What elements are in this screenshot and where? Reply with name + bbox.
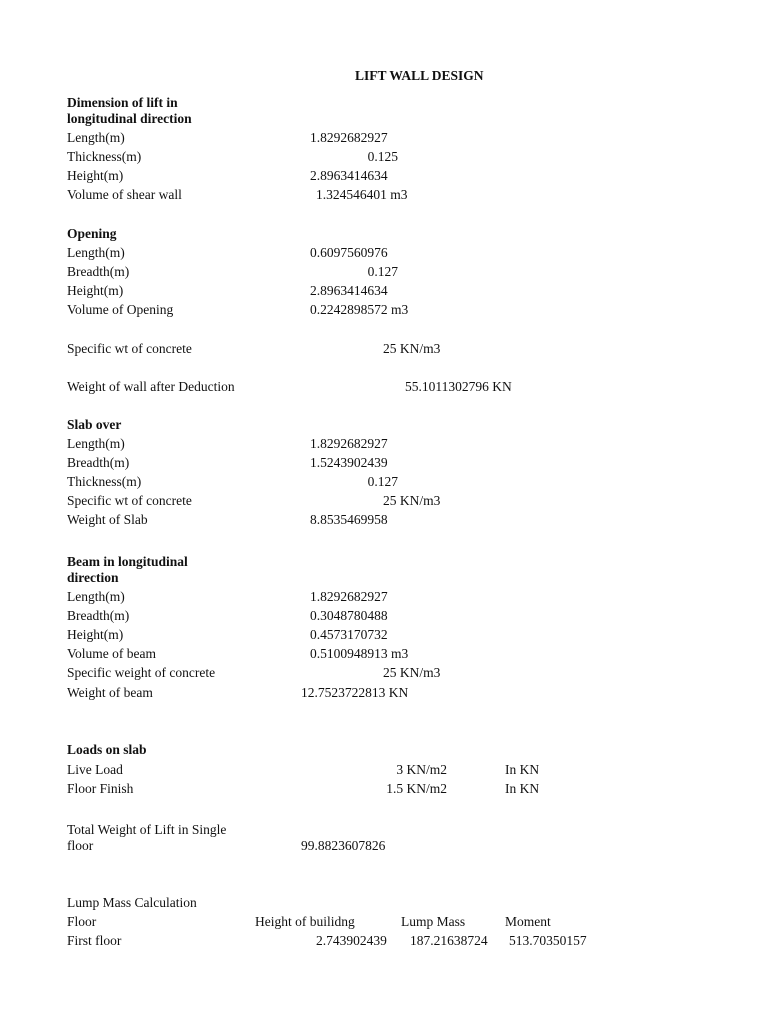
lump-row-mass: 187.21638724 <box>410 933 488 948</box>
lump-col-floor: Floor <box>67 914 97 929</box>
beam-length-label: Length(m) <box>67 589 125 604</box>
loads-heading: Loads on slab <box>67 742 147 757</box>
slab-breadth-value: 1.5243902439 <box>310 455 388 470</box>
slab-specific-label: Specific wt of concrete <box>67 493 192 508</box>
beam-heading-line2: direction <box>67 570 119 585</box>
wall-thickness-label: Thickness(m) <box>67 149 142 164</box>
wall-height-value: 2.8963414634 <box>310 168 388 183</box>
wall-heading-line2: longitudinal direction <box>67 111 192 126</box>
slab-length-label: Length(m) <box>67 436 125 451</box>
opening-breadth-label: Breadth(m) <box>67 264 130 279</box>
wall-thickness-value: 0.125 <box>367 149 398 164</box>
wall-length-value: 1.8292682927 <box>310 130 388 145</box>
specific-wt-label: Specific wt of concrete <box>67 341 192 356</box>
total-weight-label-line2: floor <box>67 838 94 853</box>
beam-specific-label: Specific weight of concrete <box>67 665 216 680</box>
beam-weight-label: Weight of beam <box>67 685 153 700</box>
wall-weight-label: Weight of wall after Deduction <box>67 379 235 394</box>
total-weight-value: 99.8823607826 <box>301 838 386 853</box>
slab-length-value: 1.8292682927 <box>310 436 388 451</box>
page-title: LIFT WALL DESIGN <box>355 68 484 83</box>
lump-row-floor: First floor <box>67 933 122 948</box>
wall-heading-line1: Dimension of lift in <box>67 95 178 110</box>
beam-volume-value: 0.5100948913 m3 <box>310 646 409 661</box>
opening-height-label: Height(m) <box>67 283 124 298</box>
wall-length-label: Length(m) <box>67 130 125 145</box>
opening-length-value: 0.6097560976 <box>310 245 388 260</box>
total-weight-label-line1: Total Weight of Lift in Single <box>67 822 227 837</box>
lump-col-mass: Lump Mass <box>401 914 466 929</box>
specific-wt-value: 25 KN/m3 <box>383 341 441 356</box>
lump-col-height: Height of builidng <box>255 914 355 929</box>
live-load-unit: In KN <box>505 762 540 777</box>
opening-volume-label: Volume of Opening <box>67 302 174 317</box>
beam-weight-value: 12.7523722813 KN <box>301 685 409 700</box>
beam-length-value: 1.8292682927 <box>310 589 388 604</box>
wall-height-label: Height(m) <box>67 168 124 183</box>
beam-height-value: 0.4573170732 <box>310 627 388 642</box>
slab-weight-label: Weight of Slab <box>67 512 148 527</box>
beam-specific-value: 25 KN/m3 <box>383 665 441 680</box>
wall-volume-label: Volume of shear wall <box>67 187 182 202</box>
opening-length-label: Length(m) <box>67 245 125 260</box>
opening-heading: Opening <box>67 226 117 241</box>
slab-weight-value: 8.8535469958 <box>310 512 388 527</box>
floor-finish-value: 1.5 KN/m2 <box>386 781 447 796</box>
live-load-label: Live Load <box>67 762 123 777</box>
lump-mass-heading: Lump Mass Calculation <box>67 895 197 910</box>
beam-volume-label: Volume of beam <box>67 646 156 661</box>
beam-breadth-label: Breadth(m) <box>67 608 130 623</box>
slab-heading: Slab over <box>67 417 122 432</box>
beam-height-label: Height(m) <box>67 627 124 642</box>
beam-heading-line1: Beam in longitudinal <box>67 554 188 569</box>
wall-volume-value: 1.324546401 m3 <box>316 187 408 202</box>
lump-col-moment: Moment <box>505 914 551 929</box>
floor-finish-unit: In KN <box>505 781 540 796</box>
lump-row-height: 2.743902439 <box>316 933 387 948</box>
wall-weight-value: 55.1011302796 KN <box>405 379 512 394</box>
slab-thickness-label: Thickness(m) <box>67 474 142 489</box>
opening-breadth-value: 0.127 <box>367 264 398 279</box>
live-load-value: 3 KN/m2 <box>396 762 447 777</box>
beam-breadth-value: 0.3048780488 <box>310 608 388 623</box>
slab-specific-value: 25 KN/m3 <box>383 493 441 508</box>
floor-finish-label: Floor Finish <box>67 781 134 796</box>
opening-height-value: 2.8963414634 <box>310 283 388 298</box>
opening-volume-value: 0.2242898572 m3 <box>310 302 409 317</box>
slab-thickness-value: 0.127 <box>367 474 398 489</box>
lump-row-moment: 513.70350157 <box>509 933 587 948</box>
slab-breadth-label: Breadth(m) <box>67 455 130 470</box>
